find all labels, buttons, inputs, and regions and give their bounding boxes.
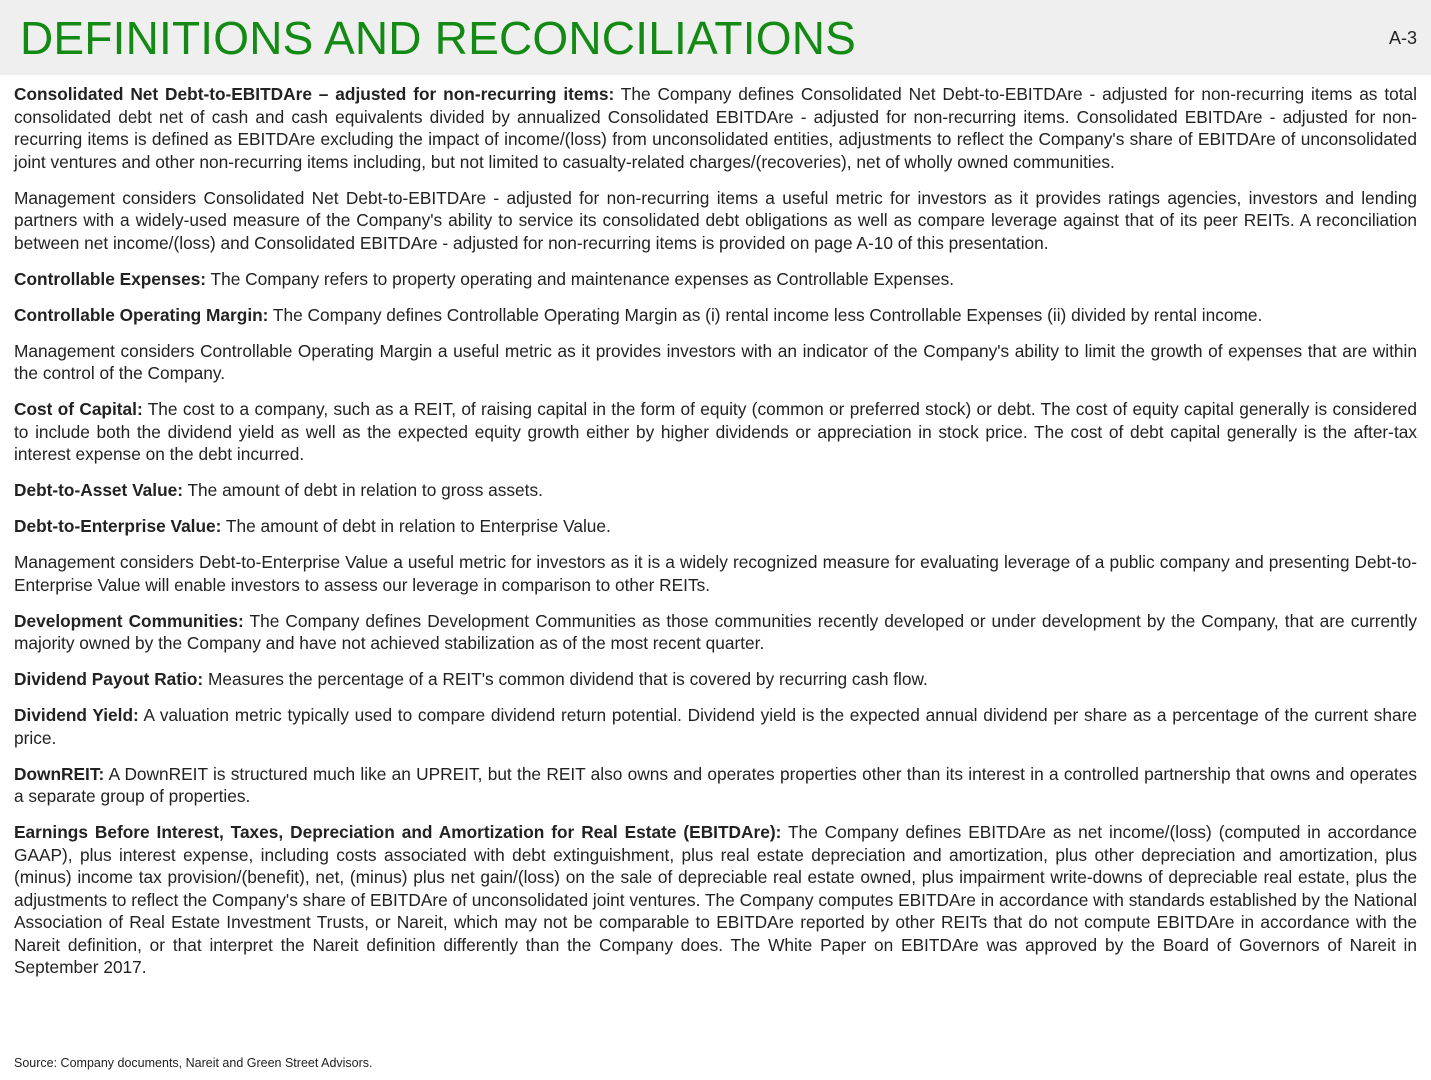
definition-text: The Company defines Controllable Operating Margin as (i) rental income less Controllable Expenses (ii) divided by rental income. xyxy=(268,304,1263,325)
definition-term: Debt-to-Asset Value: xyxy=(14,480,183,500)
definition-term: Controllable Expenses: xyxy=(14,268,207,289)
definition-text: Management considers Debt-to-Enterprise Value a useful metric for investors as it is a widely recognized measure for evaluating leverage of a public company and presenting Debt-to-Enterprise Value will enable investors to assess our leverage in comparison to other REITs. xyxy=(14,552,1417,595)
definition-consolidated-net-debt-note xyxy=(14,187,1417,255)
page-number: A-3 xyxy=(1388,28,1417,48)
definition-dividend-payout-ratio xyxy=(14,668,1417,691)
definition-text: The Company refers to property operating and maintenance expenses as Controllable Expenses. xyxy=(206,268,955,289)
definition-text: The amount of debt in relation to gross assets. xyxy=(183,480,543,500)
definition-text: Management considers Consolidated Net Debt-to-EBITDAre - adjusted for non-recurring items a useful metric for investors as it provides ratings agencies, investors and lending partners with a widely-used measure of the Company's ability to service its consolidated debt obligations as well as compare leverage against that of its peer REITs. A reconciliation between net income/(loss) and Consolidated EBITDAre - adjusted for non-recurring items is provided on page A-10 of this presentation. xyxy=(14,187,1417,253)
definition-text: The amount of debt in relation to Enterprise Value. xyxy=(221,516,611,536)
definition-term: Controllable Operating Margin: xyxy=(14,304,269,325)
definition-debt-to-enterprise-value-note xyxy=(14,551,1417,596)
definition-text: The Company defines Consolidated Net Debt-to-EBITDAre - adjusted for non-recurring items as total consolidated debt net of cash and cash equivalents divided by annualized Consolidated EBITDAre - adjusted for non-recurring items. Consolidated EBITDAre - adjusted for non-recurring items is defined as EBITDAre excluding the impact of income/(loss) from unconsolidated entities, adjustments to reflect the Company's share of EBITDAre of unconsolidated joint ventures and other non-recurring items including, but not limited to casualty-related charges/(recoveries), net of wholly owned communities. xyxy=(14,84,1417,172)
definition-term: Consolidated Net Debt-to-EBITDAre – adjusted for non-recurring items: xyxy=(14,84,615,104)
definition-controllable-operating-margin xyxy=(14,304,1417,327)
definition-ebitdare xyxy=(14,821,1417,979)
definition-term: Development Communities: xyxy=(14,610,244,631)
definition-controllable-operating-margin-note xyxy=(14,340,1417,385)
definition-dividend-yield xyxy=(14,704,1417,749)
definition-debt-to-asset-value xyxy=(14,479,1417,502)
definition-downreit xyxy=(14,763,1417,808)
definition-term: DownREIT: xyxy=(14,763,105,784)
definition-term: Cost of Capital: xyxy=(14,399,143,419)
definition-cost-of-capital xyxy=(14,398,1417,466)
definition-text: A valuation metric typically used to compare dividend return potential. Dividend yield is the expected annual dividend per share as a percentage of the current share price. xyxy=(14,705,1417,748)
definition-text: A DownREIT is structured much like an UPREIT, but the REIT also owns and operates properties other than its interest in a controlled partnership that owns and operates a separate group of properties. xyxy=(14,763,1417,806)
definition-controllable-expenses xyxy=(14,268,1417,291)
definition-term: Earnings Before Interest, Taxes, Depreciation and Amortization for Real Estate (EBITDAre): xyxy=(14,822,782,842)
definition-text: The cost to a company, such as a REIT, of raising capital in the form of equity (common or preferred stock) or debt. The cost of equity capital generally is considered to include both the dividend yield as well as the expected equity growth either by higher dividends or appreciation in stock price. The cost of debt capital generally is the after-tax interest expense on the debt incurred. xyxy=(14,399,1417,464)
definition-text: The Company defines Development Communities as those communities recently developed or under development by the Company, that are currently majority owned by the Company and have not achieved stabilization as of the most recent quarter. xyxy=(14,610,1417,653)
header-bar xyxy=(0,0,1431,75)
definition-consolidated-net-debt xyxy=(14,83,1417,173)
definition-term: Dividend Payout Ratio: xyxy=(14,669,204,689)
definition-term: Dividend Yield: xyxy=(14,705,139,725)
definition-debt-to-enterprise-value xyxy=(14,515,1417,538)
page-title: DEFINITIONS AND RECONCILIATIONS xyxy=(20,12,856,64)
definition-text: Measures the percentage of a REIT's common dividend that is covered by recurring cash flow. xyxy=(203,669,928,689)
source-note: Source: Company documents, Nareit and Green Street Advisors. xyxy=(14,1056,373,1070)
definition-text: Management considers Controllable Operating Margin a useful metric as it provides investors with an indicator of the Company's ability to limit the growth of expenses that are within the control of the Company. xyxy=(14,340,1417,383)
definition-term: Debt-to-Enterprise Value: xyxy=(14,516,222,536)
definition-development-communities xyxy=(14,610,1417,655)
definition-text: The Company defines EBITDAre as net income/(loss) (computed in accordance GAAP), plus interest expense, including costs associated with debt extinguishment, plus real estate depreciation and amortization, plus other depreciation and amortization, plus (minus) income tax provision/(benefit), net, (minus) plus net gain/(loss) on the sale of depreciable real estate owned, plus impairment write-downs of depreciable real estate, plus the adjustments to reflect the Company's share of EBITDAre of unconsolidated joint ventures. The Company computes EBITDAre in accordance with standards established by the National Association of Real Estate Investment Trusts, or Nareit, which may not be comparable to EBITDAre reported by other REITs that do not compute EBITDAre in accordance with the Nareit definition, or that interpret the Nareit definition differently than the Company does. The White Paper on EBITDAre was approved by the Board of Governors of Nareit in September 2017. xyxy=(14,822,1417,977)
definitions-list xyxy=(14,83,1417,992)
